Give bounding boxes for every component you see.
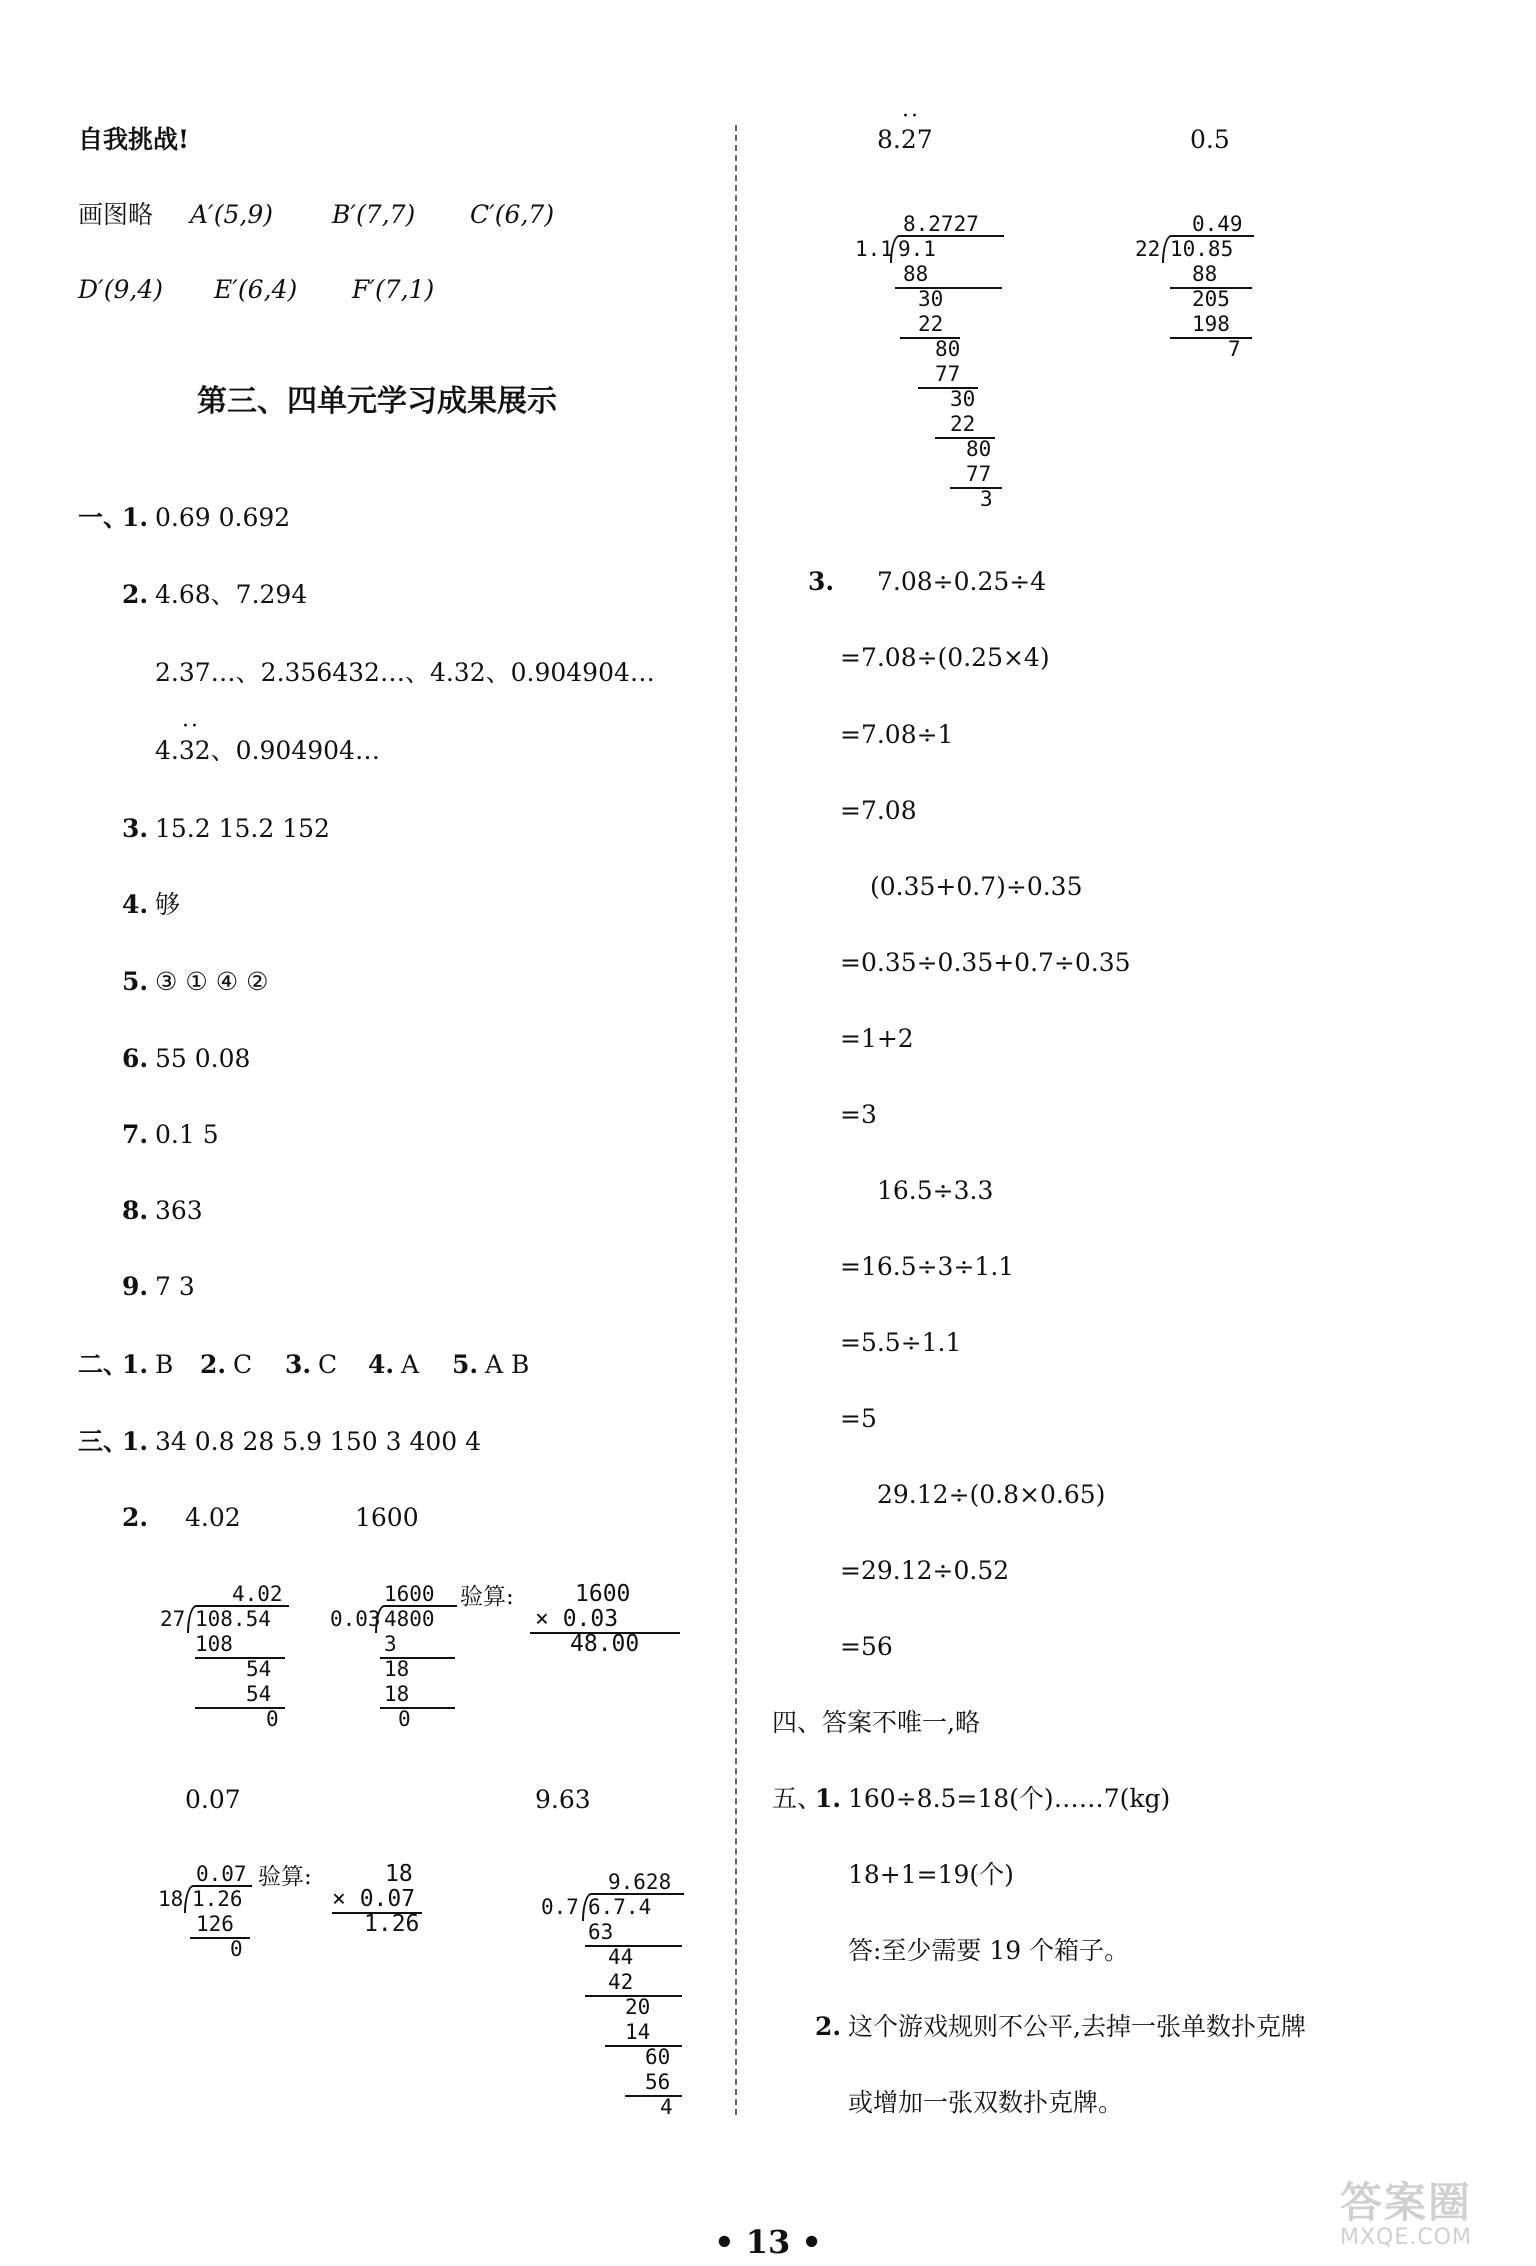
repeating-dots: ·· <box>902 104 920 129</box>
divisor: 0.7 <box>541 1895 579 1919</box>
subtraction-line <box>950 487 1002 489</box>
dividend: 4800 <box>384 1607 435 1631</box>
check-multiplier: × 0.03 <box>535 1606 619 1632</box>
remainder-step: 88 <box>903 262 929 286</box>
remainder-step: 18 <box>384 1682 410 1706</box>
remainder-step: 56 <box>645 2070 671 2094</box>
remainder-step: 0 <box>266 1707 279 1731</box>
s3-item-1-text: 34 0.8 28 5.9 150 3 400 4 <box>155 1427 482 1456</box>
point-d: D′(9,4) <box>78 275 163 304</box>
remainder-step: 77 <box>966 462 992 486</box>
repeating-dots: ·· <box>182 714 200 739</box>
s2-item-2-ans: C <box>233 1350 253 1379</box>
drawing-intro: 画图略 <box>78 200 154 229</box>
s5-item-2-num: 2. <box>815 2012 842 2041</box>
dividend: 108.54 <box>195 1607 271 1631</box>
s1-item-3-text: 15.2 15.2 152 <box>155 814 330 843</box>
s2-item-1-num: 1. <box>122 1350 149 1379</box>
s3-item-1-num: 1. <box>122 1427 149 1456</box>
calc-line: =5.5÷1.1 <box>840 1328 962 1357</box>
remainder-step: 42 <box>608 1970 634 1994</box>
s1-item-5-num: 5. <box>122 967 149 996</box>
divisor: 18 <box>158 1887 184 1911</box>
quotient: 0.49 <box>1192 212 1243 236</box>
s5-item-2-line1: 这个游戏规则不公平,去掉一张单数扑克牌 <box>848 2012 1306 2041</box>
point-e: E′(6,4) <box>214 275 298 304</box>
remainder-step: 30 <box>950 387 976 411</box>
column-divider <box>735 125 737 2115</box>
check-label: 验算: <box>460 1584 514 1610</box>
calc-line: =16.5÷3÷1.1 <box>840 1252 1015 1281</box>
s5-item-1-line1: 160÷8.5=18(个)……7(kg) <box>848 1784 1171 1813</box>
dividend: 10.85 <box>1170 237 1234 261</box>
remainder-step: 63 <box>588 1920 614 1944</box>
s2-item-5-ans: A B <box>485 1350 530 1379</box>
calc-line: 7.08÷0.25÷4 <box>877 567 1047 596</box>
remainder-step: 4 <box>660 2095 673 2119</box>
check-multiplicand: 18 <box>385 1861 413 1887</box>
check-label: 验算: <box>258 1864 312 1890</box>
remainder-step: 205 <box>1192 287 1230 311</box>
section-2-label: 二、 <box>78 1350 129 1379</box>
s1-item-4-num: 4. <box>122 890 149 919</box>
remainder-step: 18 <box>384 1657 410 1681</box>
s1-item-9-text: 7 3 <box>155 1272 195 1301</box>
point-b: B′(7,7) <box>332 200 416 229</box>
watermark-logo <box>1340 2180 1530 2260</box>
answer-e: 8.27 <box>877 125 933 154</box>
remainder-step: 198 <box>1192 312 1230 336</box>
remainder-step: 3 <box>384 1632 397 1656</box>
s1-item-9-num: 9. <box>122 1272 149 1301</box>
check-multiplier: × 0.07 <box>332 1886 416 1912</box>
s5-item-2-line2: 或增加一张双数扑克牌。 <box>848 2088 1124 2117</box>
calc-line: 29.12÷(0.8×0.65) <box>877 1480 1106 1509</box>
remainder-step: 14 <box>625 2020 651 2044</box>
calc-line: 16.5÷3.3 <box>877 1176 994 1205</box>
s5-item-1-line3: 答:至少需要 19 个箱子。 <box>848 1936 1130 1965</box>
remainder-step: 77 <box>935 362 961 386</box>
section-1-label: 一、 <box>78 503 129 532</box>
check-multiplicand: 1600 <box>575 1581 631 1607</box>
quotient: 1600 <box>384 1582 435 1606</box>
calc-line: =1+2 <box>840 1024 914 1053</box>
remainder-step: 60 <box>645 2045 671 2069</box>
quotient: 0.07 <box>196 1862 247 1886</box>
quotient: 4.02 <box>232 1582 283 1606</box>
remainder-step: 80 <box>966 437 992 461</box>
calc-line: =3 <box>840 1100 877 1129</box>
check-product: 1.26 <box>364 1911 420 1937</box>
calc-line: =7.08 <box>840 796 917 825</box>
divisor: 27 <box>160 1607 186 1631</box>
s1-item-7-text: 0.1 5 <box>155 1120 219 1149</box>
s3-ans-d: 9.63 <box>535 1785 591 1814</box>
dividend: 6.7.4 <box>588 1895 652 1919</box>
s1-item-1-num: 1. <box>122 503 149 532</box>
s1-item-6-num: 6. <box>122 1044 149 1073</box>
divisor: 22 <box>1135 237 1161 261</box>
calc-line: =56 <box>840 1632 893 1661</box>
remainder-step: 54 <box>246 1657 272 1681</box>
s1-item-2-line2: 2.37…、2.356432…、4.32、0.904904… <box>155 658 655 687</box>
remainder-step: 22 <box>918 312 944 336</box>
s2-item-4-ans: A <box>401 1350 420 1379</box>
dividend: 1.26 <box>192 1887 243 1911</box>
s2-item-3-num: 3. <box>285 1350 312 1379</box>
s1-item-8-num: 8. <box>122 1196 149 1225</box>
s1-item-2-num: 2. <box>122 580 149 609</box>
s1-item-4-text: 够 <box>155 890 181 919</box>
remainder-step: 0 <box>398 1707 411 1731</box>
calc-line: =0.35÷0.35+0.7÷0.35 <box>840 948 1131 977</box>
remainder-step: 3 <box>980 487 993 511</box>
s3-ans-a: 4.02 <box>185 1503 241 1532</box>
s2-item-5-num: 5. <box>452 1350 479 1379</box>
watermark-top: 答案圈 <box>1340 2178 1473 2227</box>
calc-line: =5 <box>840 1404 877 1433</box>
right-item-3-num: 3. <box>808 567 835 596</box>
dividend: 9.1 <box>898 237 936 261</box>
s1-item-2-line3: 4.32、0.904904… <box>155 736 380 765</box>
s5-item-1-num: 1. <box>815 1784 842 1813</box>
remainder-step: 88 <box>1192 262 1218 286</box>
s5-item-1-line2: 18+1=19(个) <box>848 1860 1014 1889</box>
s3-item-2-num: 2. <box>122 1503 149 1532</box>
calc-line: =7.08÷1 <box>840 720 954 749</box>
section-3-label: 三、 <box>78 1427 129 1456</box>
subtraction-line <box>625 2095 682 2097</box>
remainder-step: 22 <box>950 412 976 436</box>
watermark-bottom: MXQE.COM <box>1340 2225 1472 2250</box>
check-product: 48.00 <box>570 1631 640 1657</box>
s2-item-4-num: 4. <box>368 1350 395 1379</box>
remainder-step: 54 <box>246 1682 272 1706</box>
s2-item-2-num: 2. <box>200 1350 227 1379</box>
subtraction-line <box>605 2045 682 2047</box>
quotient: 8.2727 <box>903 212 979 236</box>
subtraction-line <box>585 1945 682 1947</box>
s2-item-3-ans: C <box>318 1350 338 1379</box>
s3-ans-c: 0.07 <box>185 1785 241 1814</box>
section-4: 四、答案不唯一,略 <box>772 1708 980 1737</box>
point-f: F′(7,1) <box>352 275 435 304</box>
remainder-step: 30 <box>918 287 944 311</box>
s1-item-8-text: 363 <box>155 1196 203 1225</box>
point-c: C′(6,7) <box>470 200 555 229</box>
quotient: 9.628 <box>608 1870 672 1894</box>
s2-item-1-ans: B <box>155 1350 174 1379</box>
answer-f: 0.5 <box>1190 125 1230 154</box>
calc-line: =29.12÷0.52 <box>840 1556 1010 1585</box>
s1-item-7-num: 7. <box>122 1120 149 1149</box>
section-5-label: 五、 <box>772 1784 823 1813</box>
s1-item-5-text: ③ ① ④ ② <box>155 967 269 996</box>
subtraction-line <box>380 1707 455 1709</box>
s1-item-1-text: 0.69 0.692 <box>155 503 291 532</box>
remainder-step: 80 <box>935 337 961 361</box>
remainder-step: 126 <box>196 1912 234 1936</box>
calc-line: (0.35+0.7)÷0.35 <box>870 872 1083 901</box>
divisor: 1.1 <box>855 237 893 261</box>
calc-line: =7.08÷(0.25×4) <box>840 643 1050 672</box>
remainder-step: 108 <box>195 1632 233 1656</box>
point-a: A′(5,9) <box>190 200 273 229</box>
section-title: 第三、四单元学习成果展示 <box>197 384 557 419</box>
subtraction-line <box>895 287 1002 289</box>
subtraction-line <box>195 1657 285 1659</box>
s1-item-6-text: 55 0.08 <box>155 1044 251 1073</box>
s1-item-3-num: 3. <box>122 814 149 843</box>
divisor: 0.03 <box>330 1607 381 1631</box>
remainder-step: 20 <box>625 1995 651 2019</box>
page-number: • 13 • <box>714 2223 822 2261</box>
challenge-title: 自我挑战! <box>78 125 189 154</box>
remainder-step: 0 <box>230 1937 243 1961</box>
remainder-step: 44 <box>608 1945 634 1969</box>
s3-ans-b: 1600 <box>355 1503 419 1532</box>
remainder-step: 7 <box>1228 337 1241 361</box>
s1-item-2-text: 4.68、7.294 <box>155 580 308 609</box>
